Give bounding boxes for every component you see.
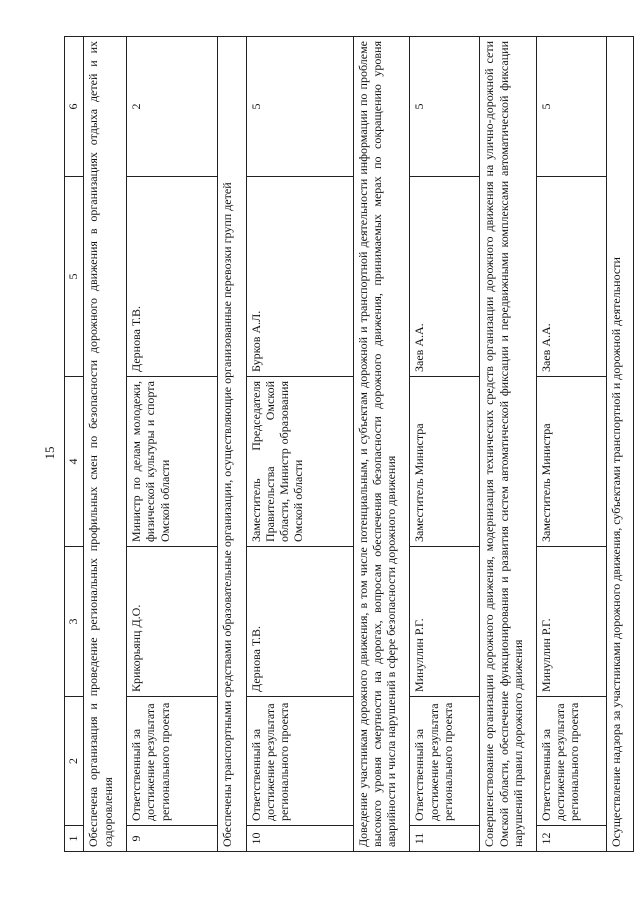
col-header-1: 1 <box>65 826 84 852</box>
row-supervisor: Заев А.А. <box>410 177 480 377</box>
section-heading: Осуществление надзора за участниками дорожного движения, субъектами транспортной и дорожной деятельности <box>606 37 633 852</box>
row-supervisor: Дернова Т.В. <box>127 177 217 377</box>
table-row <box>127 37 217 852</box>
row-role: Ответственный за достижение результата регионального проекта <box>536 697 606 826</box>
rotated-table-container <box>64 37 634 852</box>
section-heading-row <box>480 37 536 852</box>
row-score: 5 <box>536 37 606 177</box>
row-role: Ответственный за достижение результата регионального проекта <box>246 697 353 826</box>
col-header-6: 6 <box>65 37 84 177</box>
row-person: Дернова Т.В. <box>246 547 353 697</box>
row-person: Минуллин Р.Г. <box>410 547 480 697</box>
row-person: Крикорьянц Д.О. <box>127 547 217 697</box>
row-score: 5 <box>410 37 480 177</box>
project-responsibility-table <box>64 36 634 852</box>
col-header-4: 4 <box>65 377 84 547</box>
row-position: Министр по делам молодежи, физической культуры и спорта Омской области <box>127 377 217 547</box>
row-number: 11 <box>410 826 480 852</box>
section-heading: Доведение участникам дорожного движения, в том числе потенциальным, и субъектам дорожной и транспортной деятельности информации по проблеме высокого уровня смертности на дорогах, вопросам обеспечения безопасности дорожного движения, принимаемых мерах по сокращению уровня аварийности и числа нарушений в сфере безопасности дорожного движения <box>354 37 410 852</box>
col-header-3: 3 <box>65 547 84 697</box>
section-heading: Обеспечены транспортными средствами образовательные организации, осуществляющие организованные перевозки групп детей <box>217 37 246 852</box>
row-supervisor: Заев А.А. <box>536 177 606 377</box>
table-row <box>410 37 480 852</box>
row-score: 2 <box>127 37 217 177</box>
col-header-2: 2 <box>65 697 84 826</box>
row-number: 10 <box>246 826 353 852</box>
section-heading-row <box>217 37 246 852</box>
row-person: Минуллин Р.Г. <box>536 547 606 697</box>
section-heading-row <box>84 37 127 852</box>
section-heading-row <box>606 37 633 852</box>
column-number-row <box>65 37 84 852</box>
table-row <box>536 37 606 852</box>
table-row <box>246 37 353 852</box>
section-heading: Обеспечена организация и проведение региональных профильных смен по безопасности дорожного движения в организациях отдыха детей и их оздоровления <box>84 37 127 852</box>
page-number: 15 <box>42 446 57 460</box>
row-position: Заместитель Министра <box>536 377 606 547</box>
section-heading-row <box>354 37 410 852</box>
row-score: 5 <box>246 37 353 177</box>
section-heading: Совершенствование организации дорожного движения, модернизация технических средств организации дорожного движения на улично-дорожной сети Омской области, обеспечение функционирования и развития систем автоматической фиксации и передвижными комплексами автоматической фиксации нарушений правил дорожного движения <box>480 37 536 852</box>
row-supervisor: Бурков А.Л. <box>246 177 353 377</box>
row-position: Заместитель Министра <box>410 377 480 547</box>
row-role: Ответственный за достижение результата регионального проекта <box>410 697 480 826</box>
row-role: Ответственный за достижение результата регионального проекта <box>127 697 217 826</box>
row-number: 9 <box>127 826 217 852</box>
col-header-5: 5 <box>65 177 84 377</box>
row-number: 12 <box>536 826 606 852</box>
row-position: Заместитель Председателя Правительства Омской области, Министр образования Омской области <box>246 377 353 547</box>
